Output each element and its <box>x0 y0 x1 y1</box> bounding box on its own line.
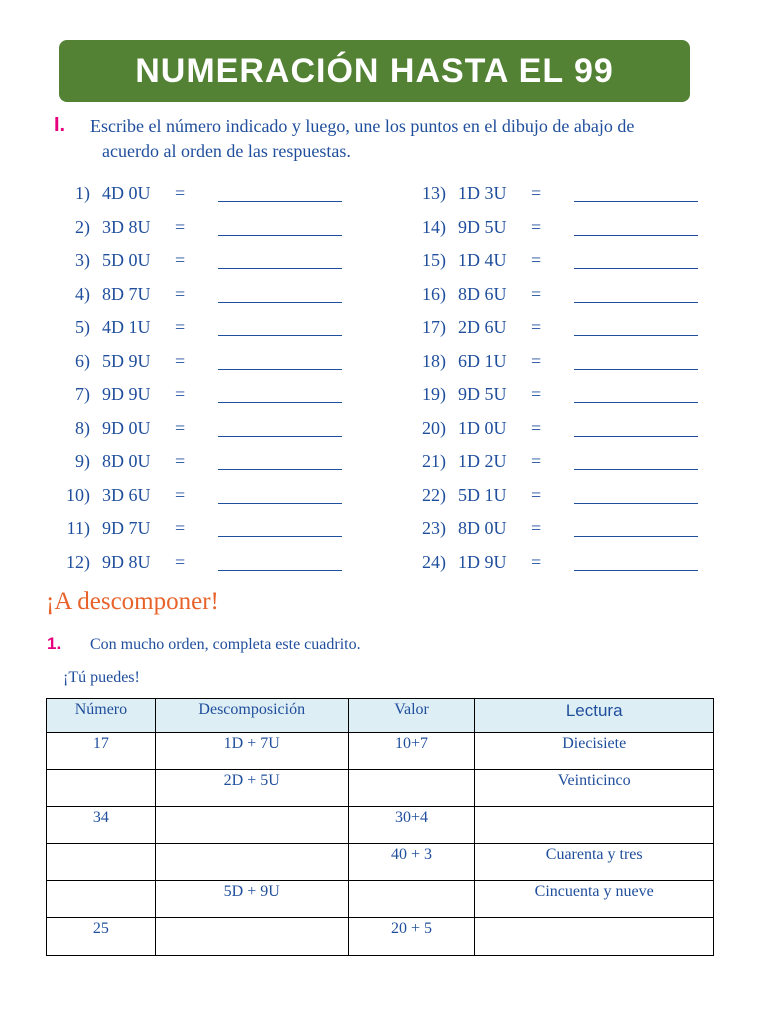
exercise-number: 3) <box>75 250 90 270</box>
cell-descomposicion[interactable] <box>155 844 348 881</box>
answer-blank[interactable] <box>574 369 698 370</box>
cell-descomposicion: 2D + 5U <box>155 770 348 807</box>
exercise-expression: 5D 1U <box>458 484 507 505</box>
exercise-row <box>42 312 372 345</box>
cell-lectura[interactable] <box>475 807 714 844</box>
answer-blank[interactable] <box>574 436 698 437</box>
cell-lectura: Veinticinco <box>475 770 714 807</box>
exercise-expression: 1D 2U <box>458 451 507 471</box>
equals-sign: = <box>531 417 542 438</box>
exercise-row <box>42 547 372 580</box>
answer-blank[interactable] <box>574 402 698 403</box>
answer-blank[interactable] <box>218 570 342 571</box>
cell-valor: 30+4 <box>348 807 475 844</box>
exercise-expression: 9D 8U <box>102 551 151 572</box>
exercise-row <box>398 279 728 312</box>
exercise-number: 5) <box>75 317 90 337</box>
exercise-number: 2) <box>75 216 90 237</box>
equals-sign: = <box>175 551 186 572</box>
cell-valor[interactable] <box>348 881 475 918</box>
exercise-row <box>398 379 728 412</box>
exercise-number: 4) <box>75 283 90 304</box>
exercise-row <box>398 312 728 345</box>
exercise-row <box>398 178 728 211</box>
exercise-number: 18) <box>422 350 446 371</box>
exercise-number: 15) <box>422 250 446 270</box>
table-row <box>47 770 714 807</box>
answer-blank[interactable] <box>574 536 698 537</box>
cell-lectura: Cuarenta y tres <box>475 844 714 881</box>
exercise-expression: 4D 1U <box>102 317 151 337</box>
exercise-expression: 1D 9U <box>458 551 507 572</box>
exercise-row <box>42 245 372 278</box>
exercise-row <box>42 413 372 446</box>
equals-sign: = <box>531 384 542 404</box>
exercise-expression: 4D 0U <box>102 183 151 203</box>
table-row <box>47 918 714 956</box>
exercise-number: 9) <box>75 451 90 471</box>
answer-blank[interactable] <box>574 570 698 571</box>
equals-sign: = <box>175 317 186 337</box>
equals-sign: = <box>175 283 186 304</box>
table-header-row <box>47 699 714 733</box>
exercise-expression: 8D 6U <box>458 283 507 304</box>
equals-sign: = <box>531 451 542 471</box>
cell-lectura: Diecisiete <box>475 733 714 770</box>
exercise-expression: 8D 7U <box>102 283 151 304</box>
equals-sign: = <box>175 451 186 471</box>
cell-numero: 25 <box>47 918 156 956</box>
header-valor: Valor <box>348 699 475 733</box>
cell-numero[interactable] <box>47 844 156 881</box>
exercise-number: 24) <box>422 551 446 572</box>
answer-blank[interactable] <box>218 536 342 537</box>
equals-sign: = <box>531 350 542 371</box>
answer-blank[interactable] <box>218 268 342 269</box>
cell-numero: 34 <box>47 807 156 844</box>
table-row <box>47 844 714 881</box>
answer-blank[interactable] <box>574 335 698 336</box>
exercise-number: 7) <box>75 384 90 404</box>
exercise-expression: 8D 0U <box>458 518 507 538</box>
exercise-number: 1) <box>75 183 90 203</box>
exercise-expression: 9D 9U <box>102 384 151 404</box>
exercise-row <box>42 513 372 546</box>
decomposition-table <box>46 698 714 956</box>
exercise-expression: 8D 0U <box>102 451 151 471</box>
exercise-row <box>42 480 372 513</box>
exercise-number: 8) <box>75 417 90 438</box>
exercise-expression: 1D 0U <box>458 417 507 438</box>
instruction-line-1: Escribe el número indicado y luego, une los puntos en el dibujo de abajo de <box>90 116 635 136</box>
equals-sign: = <box>175 417 186 438</box>
exercise-number: 17) <box>422 317 446 337</box>
exercise-row <box>398 245 728 278</box>
exercise-expression: 6D 1U <box>458 350 507 371</box>
equals-sign: = <box>531 250 542 270</box>
equals-sign: = <box>531 216 542 237</box>
cell-numero[interactable] <box>47 881 156 918</box>
equals-sign: = <box>175 384 186 404</box>
exercise-row <box>42 446 372 479</box>
exercise-row <box>42 212 372 245</box>
cell-descomposicion: 1D + 7U <box>155 733 348 770</box>
cell-valor: 10+7 <box>348 733 475 770</box>
cell-numero: 17 <box>47 733 156 770</box>
equals-sign: = <box>531 518 542 538</box>
answer-blank[interactable] <box>218 436 342 437</box>
exercise-expression: 3D 8U <box>102 216 151 237</box>
exercise-row <box>42 379 372 412</box>
table-instruction: Con mucho orden, completa este cuadrito. <box>90 636 361 653</box>
exercise-expression: 1D 3U <box>458 183 507 203</box>
answer-blank[interactable] <box>574 503 698 504</box>
instruction-line-2: acuerdo al orden de las respuestas. <box>102 141 351 161</box>
section-subtitle: ¡A descomponer! <box>46 588 219 615</box>
exercise-row <box>42 346 372 379</box>
cell-lectura: Cincuenta y nueve <box>475 881 714 918</box>
exercise-expression: 5D 0U <box>102 250 151 270</box>
cell-descomposicion: 5D + 9U <box>155 881 348 918</box>
answer-blank[interactable] <box>218 503 342 504</box>
exercise-expression: 5D 9U <box>102 350 151 371</box>
cell-numero[interactable] <box>47 770 156 807</box>
cell-valor: 20 + 5 <box>348 918 475 956</box>
equals-sign: = <box>175 216 186 237</box>
table-row <box>47 807 714 844</box>
exercise-expression: 9D 7U <box>102 518 151 538</box>
exercise-expression: 9D 5U <box>458 216 507 237</box>
section-number-2: 1. <box>47 634 62 653</box>
answer-blank[interactable] <box>574 235 698 236</box>
exercise-row <box>398 480 728 513</box>
answer-blank[interactable] <box>218 335 342 336</box>
answer-blank[interactable] <box>218 469 342 470</box>
equals-sign: = <box>175 250 186 270</box>
exercise-number: 13) <box>422 183 446 203</box>
section-number-1: I. <box>54 114 66 136</box>
equals-sign: = <box>175 518 186 538</box>
exercise-row <box>398 513 728 546</box>
exercise-number: 11) <box>66 518 90 538</box>
table-row <box>47 733 714 770</box>
exercise-number: 21) <box>422 451 446 471</box>
equals-sign: = <box>531 183 542 203</box>
exercise-number: 16) <box>422 283 446 304</box>
answer-blank[interactable] <box>574 201 698 202</box>
exercise-row <box>398 547 728 580</box>
exercise-expression: 3D 6U <box>102 484 151 505</box>
equals-sign: = <box>175 183 186 203</box>
exercise-row <box>398 413 728 446</box>
answer-blank[interactable] <box>574 268 698 269</box>
answer-blank[interactable] <box>218 235 342 236</box>
cell-valor: 40 + 3 <box>348 844 475 881</box>
equals-sign: = <box>175 350 186 371</box>
equals-sign: = <box>531 551 542 572</box>
cell-descomposicion[interactable] <box>155 918 348 956</box>
header-numero: Número <box>47 699 156 733</box>
exercise-row <box>398 446 728 479</box>
title-banner <box>59 40 690 102</box>
exercise-expression: 2D 6U <box>458 317 507 337</box>
header-descomposicion: Descomposición <box>155 699 348 733</box>
exercise-number: 6) <box>75 350 90 371</box>
exercise-row <box>398 346 728 379</box>
cell-lectura[interactable] <box>475 918 714 956</box>
exercise-expression: 1D 4U <box>458 250 507 270</box>
exercise-number: 22) <box>422 484 446 505</box>
exercise-row <box>398 212 728 245</box>
equals-sign: = <box>531 283 542 304</box>
exercise-number: 23) <box>422 518 446 538</box>
cell-valor[interactable] <box>348 770 475 807</box>
exercise-number: 12) <box>66 551 90 572</box>
equals-sign: = <box>531 484 542 505</box>
exercise-number: 10) <box>66 484 90 505</box>
exercise-expression: 9D 0U <box>102 417 151 438</box>
answer-blank[interactable] <box>218 302 342 303</box>
exercise-expression: 9D 5U <box>458 384 507 404</box>
header-lectura: Lectura <box>475 699 714 733</box>
exercise-number: 19) <box>422 384 446 404</box>
equals-sign: = <box>175 484 186 505</box>
table-row <box>47 881 714 918</box>
cell-descomposicion[interactable] <box>155 807 348 844</box>
equals-sign: = <box>531 317 542 337</box>
exercise-row <box>42 178 372 211</box>
encouragement-text: ¡Tú puedes! <box>63 669 140 686</box>
answer-blank[interactable] <box>574 469 698 470</box>
answer-blank[interactable] <box>218 369 342 370</box>
answer-blank[interactable] <box>574 302 698 303</box>
exercise-number: 14) <box>422 216 446 237</box>
exercise-number: 20) <box>422 417 446 438</box>
page-title: NUMERACIÓN HASTA EL 99 <box>135 51 614 90</box>
answer-blank[interactable] <box>218 201 342 202</box>
answer-blank[interactable] <box>218 402 342 403</box>
exercise-row <box>42 279 372 312</box>
